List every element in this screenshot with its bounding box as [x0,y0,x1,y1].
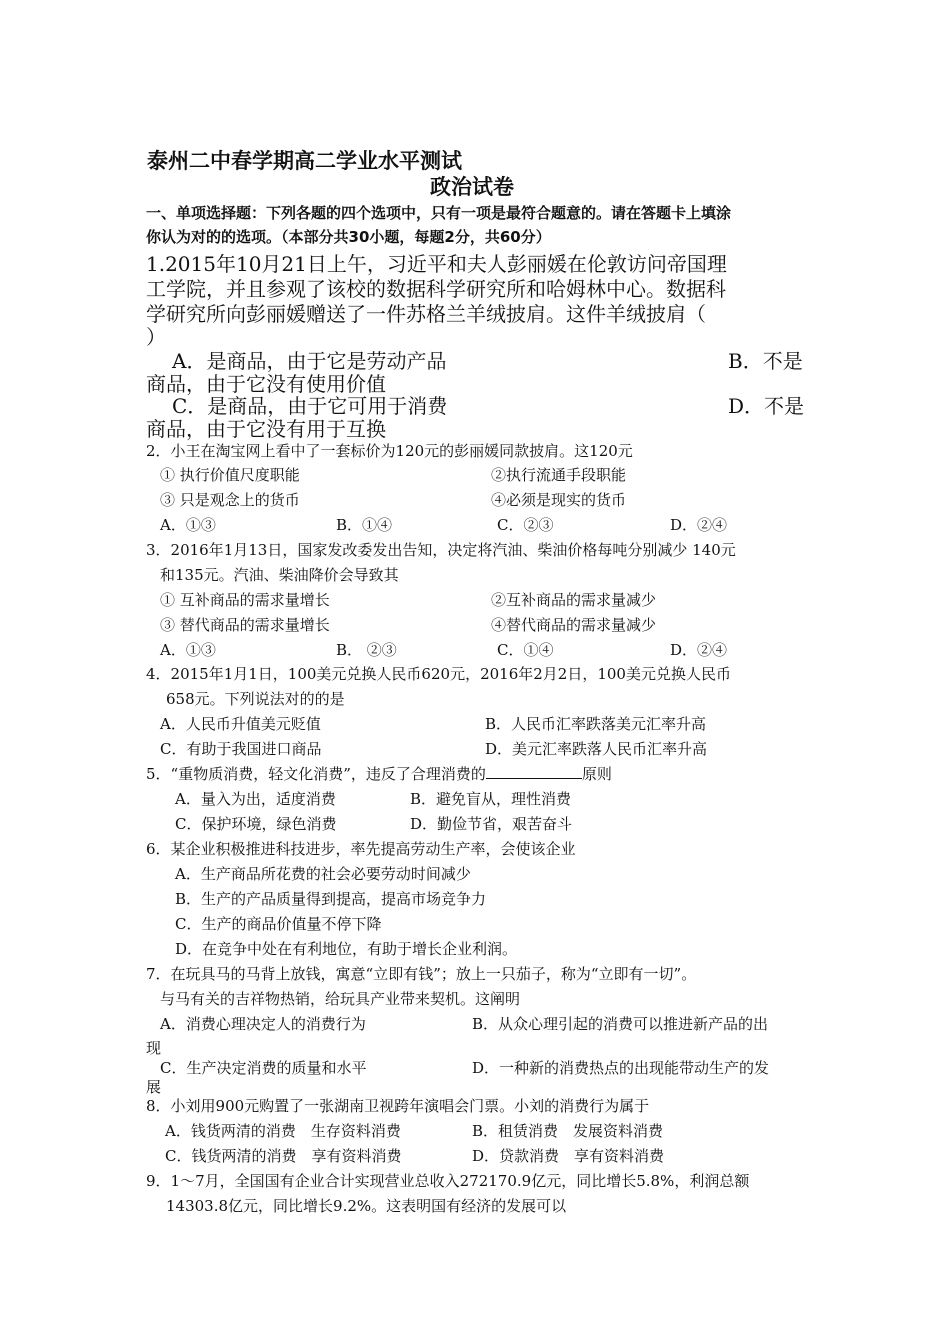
q1-option-b: B．不是 [728,349,803,373]
q7-stem-line-1: 7．在玩具马的马背上放钱，寓意“立即有钱”；放上一只茄子，称为“立即有一切”。 [146,965,697,983]
q1-stem-line-2: 工学院，并且参观了该校的数据科学研究所和哈姆林中心。数据科 [146,277,726,301]
q8-option-d: D．贷款消费 享有资料消费 [472,1147,665,1165]
q2-option-d: D．②④ [670,516,728,534]
q4-option-d: D．美元汇率跌落人民币汇率升高 [485,740,708,758]
exam-title: 泰州二中春学期高二学业水平测试 [147,149,462,173]
q5-stem-before-blank: 5．“重物质消费，轻文化消费”，违反了合理消费的 [146,765,486,783]
q2-statement-1: ① 执行价值尺度职能 [160,466,300,484]
q1-option-c: C．是商品，由于它可用于消费 [172,394,448,418]
instructions-line-2: 你认为对的的选项。（本部分共30小题，每题2分，共60分） [146,228,551,246]
q7-option-d-cont: 展 [146,1078,162,1096]
q5-option-c: C．保护环境，绿色消费 [175,815,337,833]
q3-stem-line-1: 3．2016年1月13日，国家发改委发出告知，决定将汽油、柴油价格每吨分别减少 140元 [146,541,736,559]
q7-stem-line-2: 与马有关的吉祥物热销，给玩具产业带来契机。这阐明 [160,990,521,1008]
q3-statement-2: ②互补商品的需求量减少 [491,591,657,609]
q4-option-a: A．人民币升值美元贬值 [160,715,321,733]
q3-statement-1: ① 互补商品的需求量增长 [160,591,330,609]
q2-option-b: B．①④ [336,516,393,534]
q1-stem-line-4: ） [146,325,166,349]
q6-option-b: B．生产的产品质量得到提高，提高市场竞争力 [175,890,487,908]
q3-option-b: B． ②③ [336,641,397,659]
q6-option-d: D．在竞争中处在有利地位，有助于增长企业利润。 [175,940,518,958]
q4-option-b: B．人民币汇率跌落美元汇率升高 [485,715,707,733]
q7-option-b: B．从众心理引起的消费可以推进新产品的出 [472,1015,769,1033]
q1-option-d-cont: 商品，由于它没有用于互换 [146,417,386,441]
q8-option-b: B．租赁消费 发展资料消费 [472,1122,664,1140]
q4-stem-line-2: 658元。下列说法对的的是 [166,690,345,708]
q1-option-b-cont: 商品，由于它没有使用价值 [146,372,386,396]
q2-stem: 2．小王在淘宝网上看中了一套标价为120元的彭丽媛同款披肩。这120元 [146,442,633,460]
q6-option-a: A．生产商品所花费的社会必要劳动时间减少 [175,865,471,883]
q2-option-c: C．②③ [497,516,554,534]
q8-option-c: C．钱货两清的消费 享有资料消费 [165,1147,402,1165]
q8-option-a: A．钱货两清的消费 生存资料消费 [165,1122,401,1140]
q1-option-d: D．不是 [728,394,805,418]
q1-option-a: A．是商品，由于它是劳动产品 [172,349,447,373]
q5-stem-after-blank: 原则 [581,765,612,783]
q4-option-c: C．有助于我国进口商品 [160,740,322,758]
q5-answer-blank [486,764,582,779]
q1-stem-line-1: 1.2015年10月21日上午，习近平和夫人彭丽媛在伦敦访问帝国理 [146,252,727,276]
q1-stem-line-3: 学研究所向彭丽媛赠送了一件苏格兰羊绒披肩。这件羊绒披肩（ [146,302,706,326]
q7-option-b-cont: 现 [146,1039,162,1057]
q9-stem-line-1: 9．1～7月，全国国有企业合计实现营业总收入272170.9亿元，同比增长5.8%，利润总额 [146,1172,750,1190]
q5-option-b: B．避免盲从，理性消费 [410,790,572,808]
q9-stem-line-2: 14303.8亿元，同比增长9.2%。这表明国有经济的发展可以 [166,1197,567,1215]
q5-option-d: D．勤俭节省，艰苦奋斗 [410,815,573,833]
q4-stem-line-1: 4．2015年1月1日，100美元兑换人民币620元，2016年2月2日，100美元兑换人民币 [146,665,731,683]
q6-option-c: C．生产的商品价值量不停下降 [175,915,382,933]
q7-option-d: D．一种新的消费热点的出现能带动生产的发 [472,1059,770,1077]
exam-subtitle: 政治试卷 [430,175,514,199]
q2-statement-2: ②执行流通手段职能 [491,466,627,484]
q2-option-a: A．①③ [160,516,216,534]
q7-option-a: A．消费心理决定人的消费行为 [160,1015,366,1033]
q8-stem: 8．小刘用900元购置了一张湖南卫视跨年演唱会门票。小刘的消费行为属于 [146,1097,650,1115]
q5-option-a: A．量入为出，适度消费 [175,790,336,808]
q2-statement-3: ③ 只是观念上的货币 [160,491,300,509]
q3-stem-line-2: 和135元。汽油、柴油降价会导致其 [160,566,399,584]
instructions-line-1: 一、单项选择题：下列各题的四个选项中，只有一项是最符合题意的。请在答题卡上填涂 [146,204,732,222]
q3-statement-4: ④替代商品的需求量减少 [491,616,657,634]
q2-statement-4: ④必须是现实的货币 [491,491,627,509]
q6-stem: 6．某企业积极推进科技进步，率先提高劳动生产率，会使该企业 [146,840,576,858]
q5-stem [146,764,612,784]
q3-statement-3: ③ 替代商品的需求量增长 [160,616,330,634]
q3-option-c: C．①④ [497,641,554,659]
q7-option-c: C．生产决定消费的质量和水平 [160,1059,367,1077]
q3-option-d: D．②④ [670,641,728,659]
q3-option-a: A．①③ [160,641,216,659]
